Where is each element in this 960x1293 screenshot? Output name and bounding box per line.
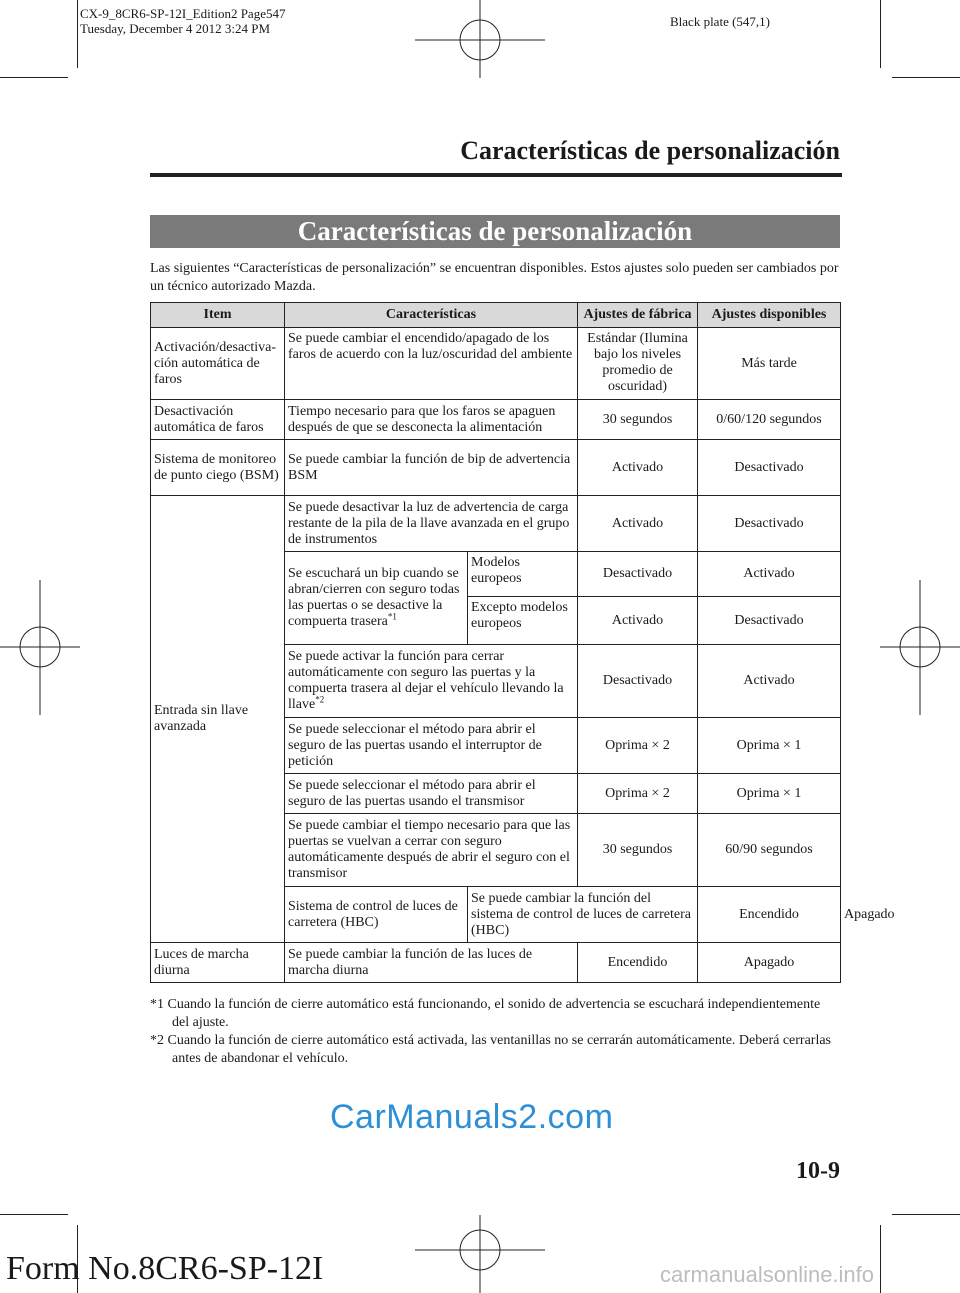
available-cell: 0/60/120 segundos bbox=[698, 400, 841, 440]
table-row bbox=[151, 496, 841, 552]
table-row bbox=[151, 440, 841, 496]
crop-mark bbox=[77, 0, 78, 68]
footnote-2: *2 Cuando la función de cierre automático está activada, las ventanillas no se cerrarán automáticamente. Deberá cerrarlas antes de abandonar el vehículo. bbox=[150, 1033, 832, 1066]
crop-mark bbox=[892, 1214, 960, 1215]
col-header-available: Ajustes disponibles bbox=[698, 303, 841, 328]
available-cell: Activado bbox=[698, 552, 841, 597]
feature-cell: Se puede cambiar el tiempo necesario para que las puertas se vuelvan a cerrar con seguro automáticamente después de abrir el seguro con el transmisor bbox=[285, 814, 578, 887]
table-row bbox=[151, 400, 841, 440]
item-cell: Activación/desactiva-ción automática de faros bbox=[151, 328, 285, 400]
intro-paragraph: Las siguientes “Características de personalización” se encuentran disponibles. Estos ajustes solo pueden ser cambiados por un técnico autorizado Mazda. bbox=[150, 261, 839, 294]
factory-cell: Desactivado bbox=[578, 645, 698, 718]
plate-label: Black plate (547,1) bbox=[670, 14, 770, 29]
subcondition-cell: Modelos europeos bbox=[468, 552, 578, 597]
feature-cell: Se puede cambiar la función de las luces de marcha diurna bbox=[285, 943, 578, 983]
section-rule bbox=[150, 173, 842, 177]
registration-mark-top-icon bbox=[415, 0, 545, 80]
factory-cell: Desactivado bbox=[578, 552, 698, 597]
factory-cell: Activado bbox=[578, 597, 698, 645]
available-cell: Desactivado bbox=[698, 597, 841, 645]
registration-mark-left-icon bbox=[0, 580, 80, 715]
feature-cell bbox=[285, 552, 468, 645]
factory-cell: Activado bbox=[578, 496, 698, 552]
feature-cell bbox=[285, 645, 578, 718]
table-row bbox=[151, 943, 841, 983]
factory-cell: Activado bbox=[578, 440, 698, 496]
factory-cell: Estándar (Ilumina bajo los niveles promedio de oscuridad) bbox=[578, 328, 698, 400]
feature-cell: Se puede desactivar la luz de advertencia de carga restante de la pila de la llave avanzada en el grupo de instrumentos bbox=[285, 496, 578, 552]
feature-cell: Se puede seleccionar el método para abrir el seguro de las puertas usando el transmisor bbox=[285, 774, 578, 814]
site-watermark: carmanualsonline.info bbox=[660, 1262, 875, 1287]
available-cell: Más tarde bbox=[698, 328, 841, 400]
factory-cell: Oprima × 2 bbox=[578, 718, 698, 774]
banner-title: Características de personalización bbox=[150, 215, 840, 248]
footnote-ref: *1 bbox=[387, 611, 397, 622]
file-line: CX-9_8CR6-SP-12I_Edition2 Page547 bbox=[80, 6, 286, 21]
item-cell: Luces de marcha diurna bbox=[151, 943, 285, 983]
item-cell: Sistema de monitoreo de punto ciego (BSM) bbox=[151, 440, 285, 496]
available-cell: Activado bbox=[698, 645, 841, 718]
available-cell: Oprima × 1 bbox=[698, 718, 841, 774]
col-header-features: Características bbox=[285, 303, 578, 328]
page-number: 10-9 bbox=[796, 1158, 840, 1184]
crop-mark bbox=[892, 77, 960, 78]
table-row: Sistema de control de luces de carretera (HBC) Se puede cambiar la función del sistema de control de luces de carretera (HBC) Encendido Apagado bbox=[151, 887, 841, 943]
feature-cell: Se puede cambiar la función de bip de advertencia BSM bbox=[285, 440, 578, 496]
feature-text: Se escuchará un bip cuando se abran/cierren con seguro todas las puertas o se desactive la compuerta trasera bbox=[288, 566, 460, 629]
available-cell: 60/90 segundos bbox=[698, 814, 841, 887]
crop-mark bbox=[0, 1214, 68, 1215]
feature-cell: Se puede cambiar el encendido/apagado de los faros de acuerdo con la luz/oscuridad del ambiente bbox=[285, 328, 578, 400]
registration-mark-right-icon bbox=[880, 580, 960, 715]
col-header-factory: Ajustes de fábrica bbox=[578, 303, 698, 328]
feature-cell: Se puede seleccionar el método para abrir el seguro de las puertas usando el interruptor de petición bbox=[285, 718, 578, 774]
watermark-logo: CarManuals2.com bbox=[330, 1098, 614, 1136]
footnotes bbox=[150, 996, 840, 1068]
available-cell: Desactivado bbox=[698, 440, 841, 496]
factory-cell: 30 segundos bbox=[578, 400, 698, 440]
available-cell: Oprima × 1 bbox=[698, 774, 841, 814]
crop-mark bbox=[880, 1225, 881, 1293]
customization-table bbox=[150, 302, 895, 983]
print-header bbox=[80, 6, 285, 36]
date-line: Tuesday, December 4 2012 3:24 PM bbox=[80, 21, 271, 36]
table-header-row bbox=[151, 303, 841, 328]
item-cell-keyless: Entrada sin llave avanzada bbox=[151, 496, 285, 943]
factory-cell: Oprima × 2 bbox=[578, 774, 698, 814]
registration-mark-bottom-icon bbox=[415, 1215, 545, 1293]
feature-text: Se puede activar la función para cerrar automáticamente con seguro las puertas y la compuerta trasera al dejar el vehículo llevando la llave bbox=[288, 649, 564, 712]
factory-cell: Encendido bbox=[578, 943, 698, 983]
item-cell: Sistema de control de luces de carretera (HBC) bbox=[285, 887, 468, 943]
crop-mark bbox=[880, 0, 881, 68]
available-cell: Desactivado bbox=[698, 496, 841, 552]
footnote-ref: *2 bbox=[315, 694, 325, 705]
feature-cell: Tiempo necesario para que los faros se apaguen después de que se desconecta la alimentación bbox=[285, 400, 578, 440]
table-row bbox=[151, 328, 841, 400]
feature-cell: Se puede cambiar la función del sistema de control de luces de carretera (HBC) bbox=[468, 887, 698, 943]
item-cell: Desactivación automática de faros bbox=[151, 400, 285, 440]
factory-cell: 30 segundos bbox=[578, 814, 698, 887]
crop-mark bbox=[0, 77, 68, 78]
factory-cell: Encendido bbox=[698, 887, 841, 943]
subcondition-cell: Excepto modelos europeos bbox=[468, 597, 578, 645]
section-title: Características de personalización bbox=[460, 136, 840, 165]
footnote-1: *1 Cuando la función de cierre automático está funcionando, el sonido de advertencia se escuchará independientemente del ajuste. bbox=[150, 997, 821, 1030]
available-cell: Apagado bbox=[698, 943, 841, 983]
col-header-item: Item bbox=[151, 303, 285, 328]
form-number: Form No.8CR6-SP-12I bbox=[6, 1250, 324, 1287]
